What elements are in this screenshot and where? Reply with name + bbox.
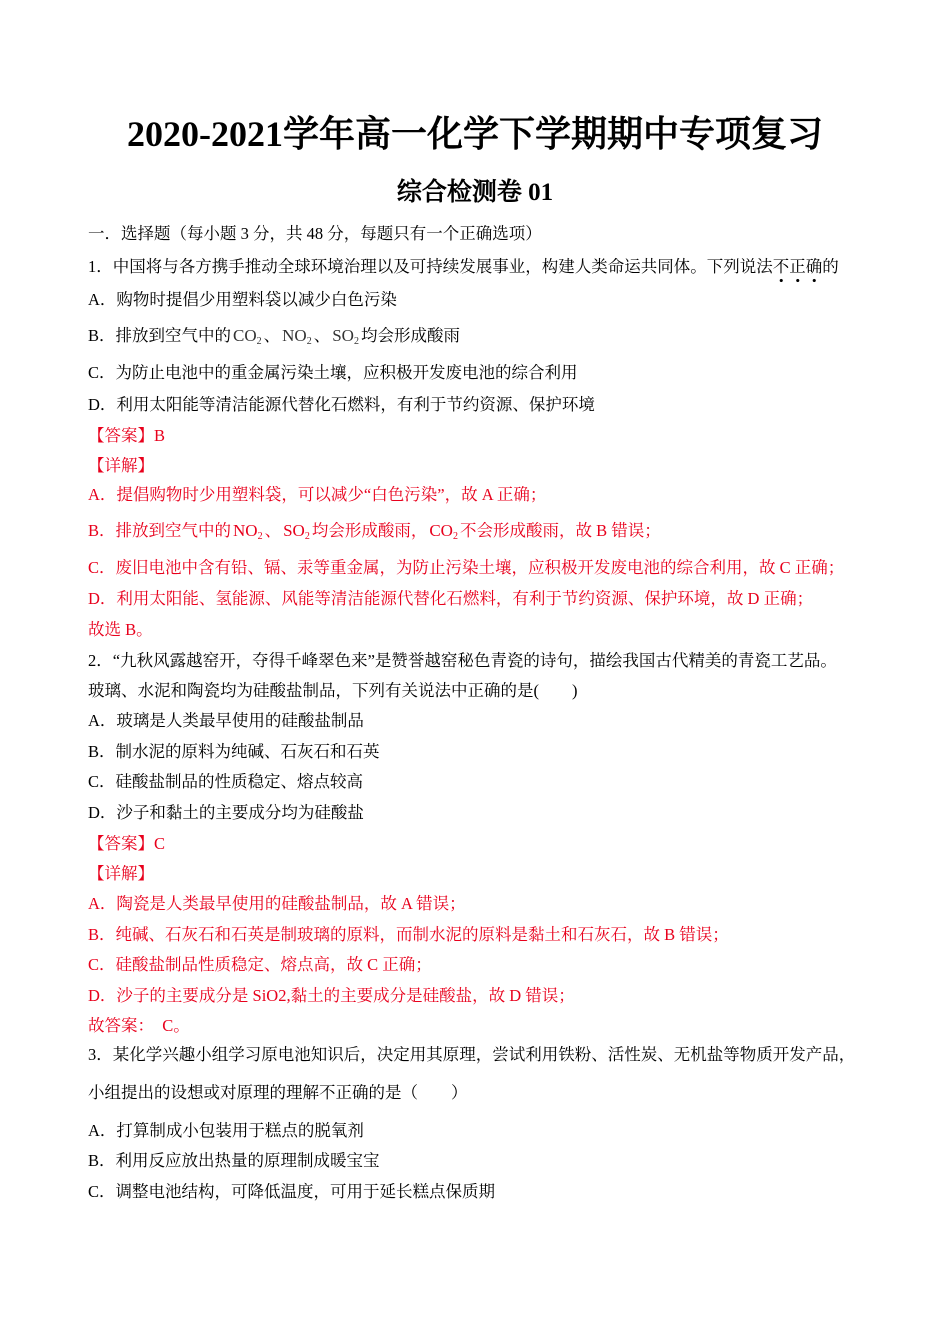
q1-explain-c: C．废旧电池中含有铅、镉、汞等重金属，为防止污染土壤，应积极开发废电池的综合利用，故 C 正确； (88, 558, 845, 577)
q1-stem-text: 1．中国将与各方携手推动全球环境治理以及可持续发展事业，构建人类命运共同体。下列说法 (88, 257, 773, 276)
q2-explain-a: A．陶瓷是人类最早使用的硅酸盐制品，故 A 错误； (88, 894, 466, 913)
formula-base: NO (233, 521, 258, 540)
separator: 、 (263, 326, 281, 345)
formula-base: SO (283, 521, 305, 540)
formula-subscript: 2 (256, 336, 262, 347)
q1-option-c: C．为防止电池中的重金属污染土壤，应积极开发废电池的综合利用 (88, 363, 578, 382)
q3-option-a: A．打算制成小包装用于糕点的脱氧剂 (88, 1121, 364, 1140)
q2-explain-d: D．沙子的主要成分是 SiO2,黏土的主要成分是硅酸盐，故 D 错误； (88, 986, 575, 1005)
q1-option-b-prefix: B．排放到空气中的 (88, 326, 232, 345)
q2-conclusion: 故答案： C。 (88, 1016, 190, 1035)
page-title: 2020-2021学年高一化学下学期期中专项复习 (127, 114, 823, 154)
q2-explain-c: C．硅酸盐制品性质稳定、熔点高，故 C 正确； (88, 955, 432, 974)
formula-base: SO (332, 326, 354, 345)
q3-option-b: B．利用反应放出热量的原理制成暖宝宝 (88, 1151, 380, 1170)
formula-so2 (332, 326, 359, 345)
formula-base: CO (429, 521, 453, 540)
q1-conclusion: 故选 B。 (88, 620, 153, 639)
page-subtitle: 综合检测卷 01 (396, 179, 554, 206)
formula-no2 (233, 521, 263, 540)
q1-explain-b (88, 521, 661, 547)
section-heading: 一．选择题（每小题 3 分，共 48 分，每题只有一个正确选项） (88, 224, 542, 243)
q1-explain-b-prefix: B．排放到空气中的 (88, 521, 232, 540)
q1-explain-b-mid: 均会形成酸雨， (311, 521, 428, 540)
q2-option-c: C．硅酸盐制品的性质稳定、熔点较高 (88, 772, 364, 791)
formula-co2 (429, 521, 458, 540)
formula-subscript: 2 (306, 336, 312, 347)
q1-explain-b-suffix: 不会形成酸雨，故 B 错误； (459, 521, 661, 540)
q1-option-d: D．利用太阳能等清洁能源代替化石燃料，有利于节约资源、保护环境 (88, 395, 595, 414)
q3-stem-line1: 3．某化学兴趣小组学习原电池知识后，决定用其原理，尝试利用铁粉、活性炭、无机盐等物质开发产品， (88, 1045, 856, 1064)
q2-stem-line2: 玻璃、水泥和陶瓷均为硅酸盐制品，下列有关说法中正确的是( ) (88, 681, 578, 700)
formula-base: NO (282, 326, 307, 345)
separator: 、 (264, 521, 282, 540)
q1-stem-emphasis: 不正确 (773, 257, 823, 283)
q1-option-a: A．购物时提倡少用塑料袋以减少白色污染 (88, 290, 397, 309)
q2-explain-b: B．纯碱、石灰石和石英是制玻璃的原料，而制水泥的原料是黏土和石灰石，故 B 错误； (88, 925, 729, 944)
formula-subscript: 2 (452, 531, 458, 542)
formula-co2 (233, 326, 262, 345)
q1-explain-a: A．提倡购物时少用塑料袋，可以减少“白色污染”，故 A 正确； (88, 485, 547, 504)
q1-answer: 【答案】B (88, 426, 166, 445)
formula-so2 (283, 521, 310, 540)
formula-base: CO (233, 326, 257, 345)
q3-stem-line2: 小组提出的设想或对原理的理解不正确的是（ ） (88, 1083, 468, 1102)
q1-explain-d: D．利用太阳能、氢能源、风能等清洁能源代替化石燃料，有利于节约资源、保护环境，故 D 正确； (88, 589, 814, 608)
q1-option-b (88, 326, 460, 352)
q2-answer: 【答案】C (88, 834, 166, 853)
separator: 、 (313, 326, 331, 345)
q2-option-d: D．沙子和黏土的主要成分均为硅酸盐 (88, 803, 364, 822)
q1-option-b-suffix: 均会形成酸雨 (360, 326, 460, 345)
q1-stem (88, 257, 839, 277)
q1-explain-label: 【详解】 (88, 456, 154, 475)
formula-subscript: 2 (257, 531, 263, 542)
q3-option-c: C．调整电池结构，可降低温度，可用于延长糕点保质期 (88, 1182, 496, 1201)
formula-subscript: 2 (304, 531, 310, 542)
q2-stem-line1: 2．“九秋风露越窑开，夺得千峰翠色来”是赞誉越窑秘色青瓷的诗句，描绘我国古代精美的青瓷工艺品。 (88, 651, 837, 670)
formula-subscript: 2 (353, 336, 359, 347)
q2-option-b: B．制水泥的原料为纯碱、石灰石和石英 (88, 742, 380, 761)
q2-option-a: A．玻璃是人类最早使用的硅酸盐制品 (88, 711, 364, 730)
formula-no2 (282, 326, 312, 345)
q1-stem-end: 的 (822, 257, 839, 276)
q2-explain-label: 【详解】 (88, 864, 154, 883)
